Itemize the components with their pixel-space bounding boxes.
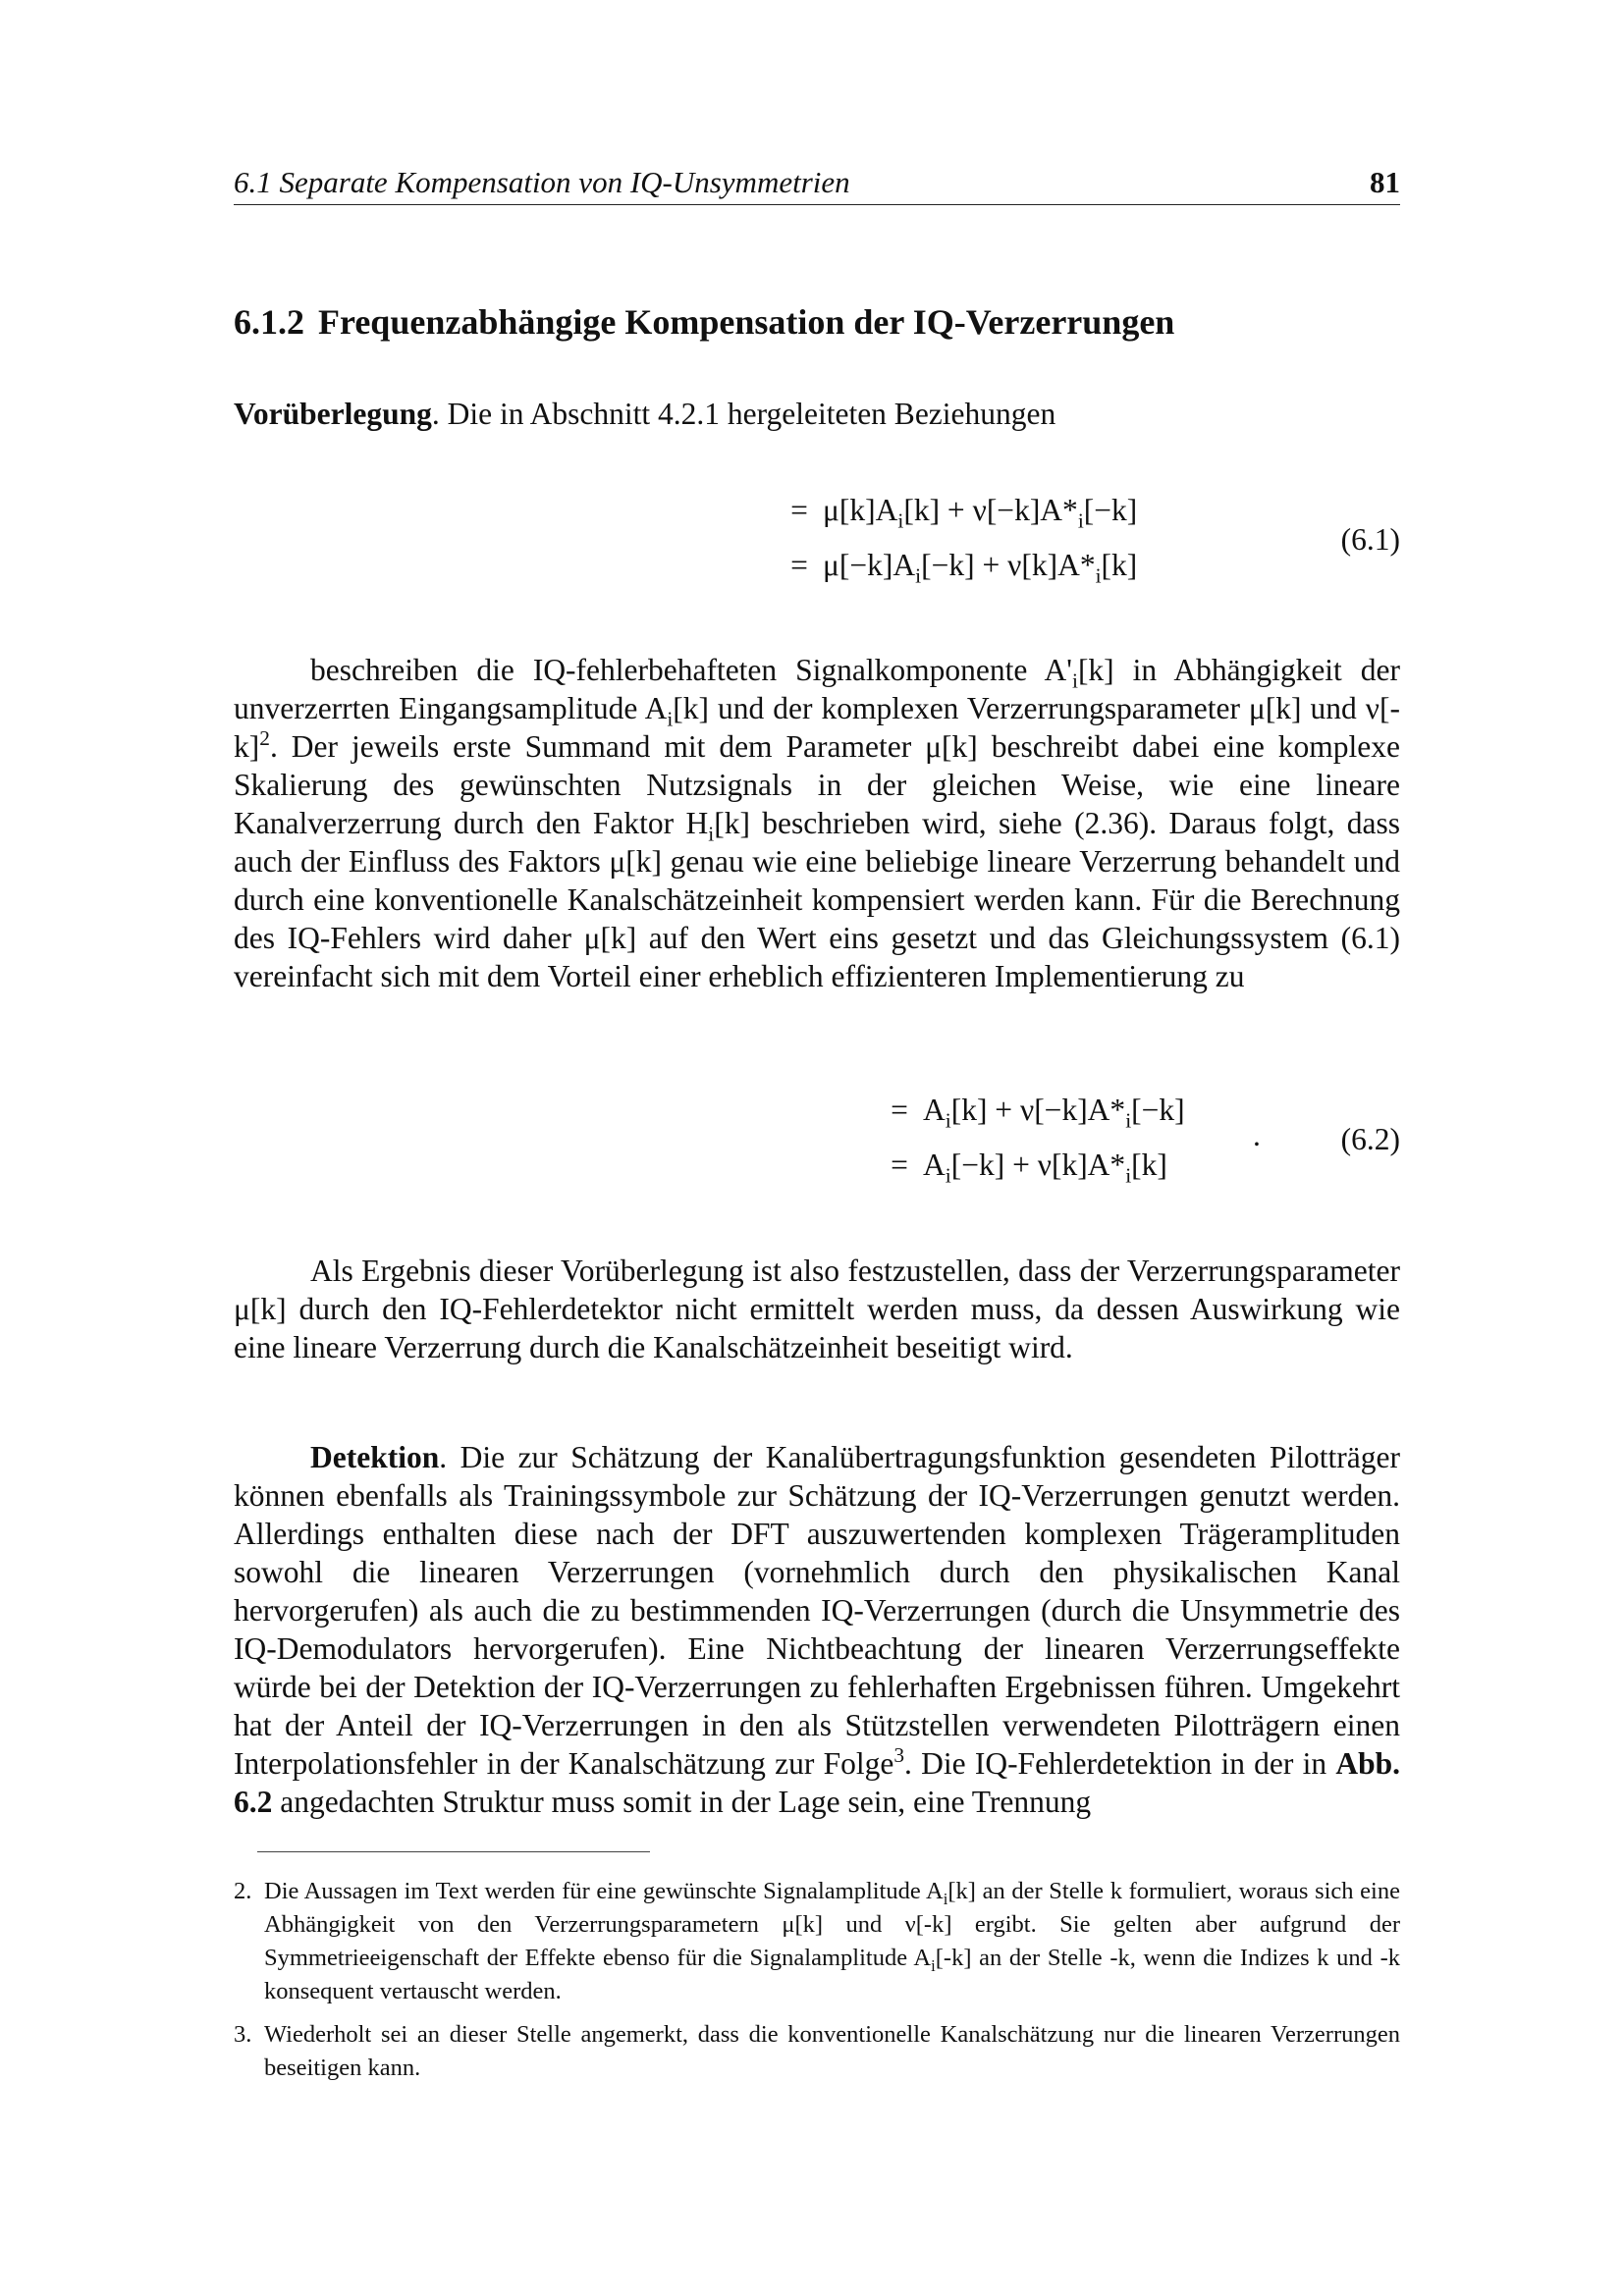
equation-6-1: = $\mu[k]A_i[k] + \nu[-k]A*_i[-k]$ = $\mu[-k]A_i[-k] + \nu[k]A*_i[k]$ (6.1)	[790, 493, 1400, 588]
footnote-3-number: 3.	[234, 2021, 252, 2048]
equation-6-2-period: .	[1253, 1118, 1261, 1152]
equation-6-1-number: (6.1)	[1340, 522, 1400, 557]
footnote-3	[234, 2018, 1400, 2085]
body-paragraph-3: Als Ergebnis dieser Vorüberlegung ist also festzustellen, dass der Verzerrungsparameter μ[k] durch den IQ-Fehlerdetektor nicht ermittelt werden muss, da dessen Auswirkung wie eine lineare Verzerrung durch die Kanalschätzeinheit beseitigt wird.	[234, 1254, 1400, 1364]
running-title: 6.1 Separate Kompensation von IQ-Unsymmetrien	[234, 165, 850, 199]
detection-lead: Detektion	[310, 1440, 440, 1474]
section-title: Frequenzabhängige Kompensation der IQ-Verzerrungen	[318, 302, 1175, 342]
section-heading	[234, 300, 1174, 344]
figure-ref: Abb. 6.2	[234, 1746, 1401, 1819]
body-paragraph-2: beschreiben die IQ-fehlerbehafteten Signalkomponente $A'_i[k]$ in Abhängigkeit der unverzerrten Eingangsamplitude $A_i[k]$ und der komplexen Verzerrungsparameter μ[k] und $\nu[-k]^2$. Der jeweils erste Summand mit dem Parameter μ[k] beschreibt dabei eine komplexe Skalierung des gewünschten Nutzsignals in der gleichen Weise, wie eine lineare Kanalverzerrung durch den Faktor $H_i[k]$ beschrieben wird, siehe (2.36). Daraus folgt, dass auch der Einfluss des Faktors μ[k] genau wie eine beliebige lineare Verzerrung behandelt und durch eine konventionelle Kanalschätzeinheit kompensiert werden kann. Für die Berechnung des IQ-Fehlers wird daher μ[k] auf den Wert eins gesetzt und das Gleichungssystem (6.1) vereinfacht sich mit dem Vorteil einer erheblich effizienteren Implementierung zu	[234, 653, 1400, 993]
page	[234, 0, 1400, 2296]
equation-6-2-number: (6.2)	[1340, 1122, 1400, 1156]
footnote-2-text: Die Aussagen im Text werden für eine gewünschte Signalamplitude $A_i[k]$ an der Stelle k formuliert, woraus sich eine Abhängigkeit von den Verzerrungsparametern μ[k] und ν[-k] ergibt. Sie gelten aber aufgrund der Symmetrieeigenschaft der Effekte ebenso für die Signalamplitude $A_i[-k]$ an der Stelle -k, wenn die Indizes k und -k konsequent vertauscht werden.	[264, 1878, 1400, 2004]
intro-lead: Vorüberlegung	[234, 397, 432, 431]
footnote-3-text: Wiederholt sei an dieser Stelle angemerkt, dass die konventionelle Kanalschätzung nur die linearen Verzerrungen beseitigen kann.	[264, 2021, 1400, 2081]
intro-text: . Die in Abschnitt 4.2.1 hergeleiteten Beziehungen	[431, 397, 1056, 431]
footnote-2-number: 2.	[234, 1878, 252, 1904]
section-number: 6.1.2	[234, 302, 304, 342]
footnote-ref-3: 3	[893, 1743, 905, 1768]
running-header	[234, 163, 1400, 205]
footnote-ref-2: 2	[259, 726, 270, 751]
footnote-2	[234, 1875, 1400, 2008]
page-number: 81	[1370, 165, 1400, 199]
equation-6-2: = $A_i[k] + \nu[-k]A*_i[-k]$ = $A_i[-k] + \nu[k]A*_i[k]$ . (6.2)	[891, 1093, 1400, 1188]
footnote-separator	[257, 1851, 650, 1852]
body-paragraph-4: Detektion. Die zur Schätzung der Kanalübertragungsfunktion gesendeten Pilotträger können ebenfalls als Trainingssymbole zur Schätzung der IQ-Verzerrungen genutzt werden. Allerdings enthalten diese nach der DFT auszuwertenden komplexen Trägeramplituden sowohl die linearen Verzerrungen (vornehmlich durch den physikalischen Kanal hervorgerufen) als auch die zu bestimmenden IQ-Verzerrungen (durch die Unsymmetrie des IQ-Demodulators hervorgerufen). Eine Nichtbeachtung der linearen Verzerrungseffekte würde bei der Detektion der IQ-Verzerrungen zu fehlerhaften Ergebnissen führen. Umgekehrt hat der Anteil der IQ-Verzerrungen in den als Stützstellen verwendeten Pilotträgern einen Interpolationsfehler in der Kanalschätzung zur Folge$^3$. Die IQ-Fehlerdetektion in der in Abb. 6.2 angedachten Struktur muss somit in der Lage sein, eine Trennung	[234, 1440, 1401, 1819]
intro-paragraph	[234, 395, 1400, 433]
